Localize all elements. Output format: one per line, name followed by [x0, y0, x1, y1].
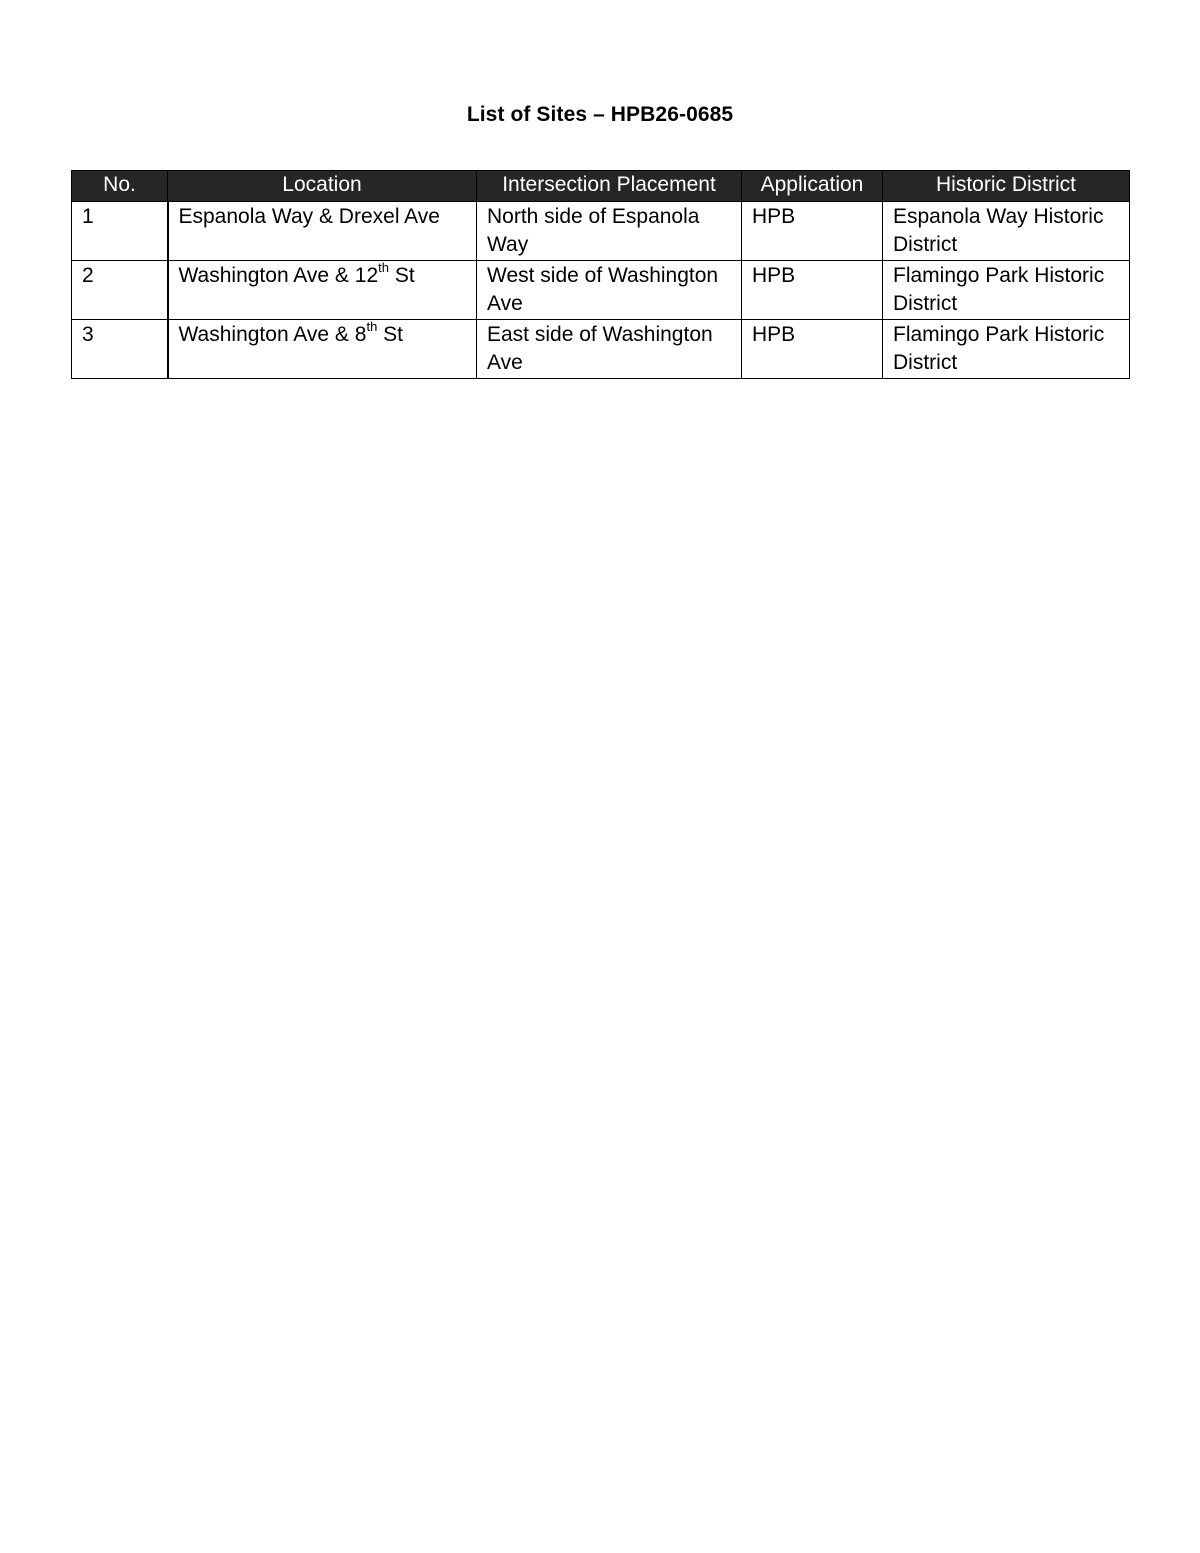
cell-no: 3 [72, 320, 168, 379]
location-text: Washington Ave & 12 [178, 264, 379, 287]
cell-historic-district: Espanola Way Historic District [883, 202, 1130, 261]
cell-application: HPB [742, 202, 883, 261]
cell-location [168, 320, 477, 379]
location-text: Espanola Way & Drexel Ave [178, 205, 440, 228]
table-row [72, 202, 1130, 261]
header-intersection-placement: Intersection Placement [477, 171, 742, 202]
cell-application: HPB [742, 320, 883, 379]
cell-historic-district: Flamingo Park Historic District [883, 320, 1130, 379]
table-row [72, 320, 1130, 379]
cell-no: 1 [72, 202, 168, 261]
cell-application: HPB [742, 261, 883, 320]
cell-historic-district: Flamingo Park Historic District [883, 261, 1130, 320]
cell-intersection-placement: North side of Espanola Way [477, 202, 742, 261]
location-ordinal-suffix: th [378, 260, 389, 275]
table-header [72, 171, 1130, 202]
location-street-suffix: St [388, 264, 415, 287]
cell-location [168, 261, 477, 320]
header-application: Application [742, 171, 883, 202]
page-title: List of Sites – HPB26-0685 [466, 103, 734, 126]
location-text: Washington Ave & 8 [178, 323, 367, 346]
sites-table [71, 170, 1130, 379]
table-row [72, 261, 1130, 320]
cell-location [168, 202, 477, 261]
table-body [72, 202, 1130, 379]
cell-no: 2 [72, 261, 168, 320]
cell-intersection-placement: West side of Washington Ave [477, 261, 742, 320]
cell-intersection-placement: East side of Washington Ave [477, 320, 742, 379]
header-historic-district: Historic District [883, 171, 1130, 202]
header-location: Location [168, 171, 477, 202]
header-row [72, 171, 1130, 202]
location-street-suffix: St [377, 323, 403, 346]
header-no: No. [72, 171, 168, 202]
location-ordinal-suffix: th [366, 319, 378, 334]
